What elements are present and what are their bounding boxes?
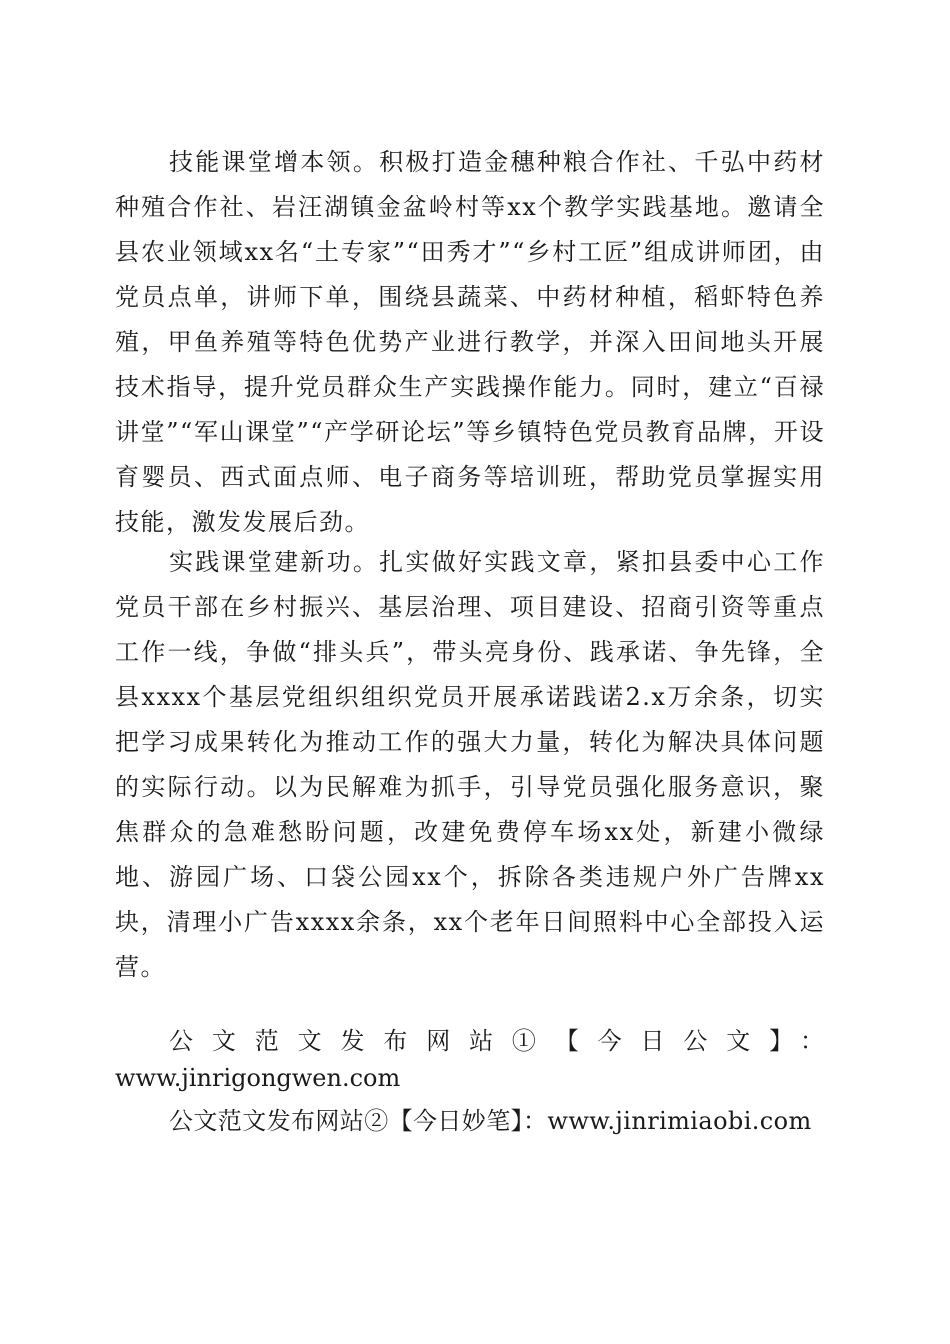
website-2-label: 公文范文发布网站②【今日妙笔】：: [169, 1107, 548, 1135]
website-2-url[interactable]: www.jinrimiaobi.com: [547, 1107, 812, 1135]
website-2-line: [115, 1099, 825, 1144]
website-1-label: 公文范文发布网站①【今日公文】：: [169, 1027, 825, 1055]
website-1-url[interactable]: www.jinrigongwen.com: [115, 1064, 401, 1092]
paragraph-skills-classroom: 技能课堂增本领。积极打造金穗种粮合作社、千弘中药材种殖合作社、岩汪湖镇金盆岭村等xx个教学实践基地。邀请全县农业领域xx名“土专家”“田秀才”“乡村工匠”组成讲师团，由党员点单，讲师下单，围绕县蔬菜、中药材种植，稻虾特色养殖，甲鱼养殖等特色优势产业进行教学，并深入田间地头开展技术指导，提升党员群众生产实践操作能力。同时，建立“百禄讲堂”“军山课堂”“产学研论坛”等乡镇特色党员教育品牌，开设育婴员、西式面点师、电子商务等培训班，帮助党员掌握实用技能，激发发展后劲。: [115, 148, 825, 536]
paragraph-practice-classroom: 实践课堂建新功。扎实做好实践文章，紧扣县委中心工作党员干部在乡村振兴、基层治理、项目建设、招商引资等重点工作一线，争做“排头兵”，带头亮身份、践承诺、争先锋，全县xxxx个基层党组织组织党员开展承诺践诺2.x万余条，切实把学习成果转化为推动工作的强大力量，转化为解决具体问题的实际行动。以为民解难为抓手，引导党员强化服务意识，聚焦群众的急难愁盼问题，改建免费停车场xx处，新建小微绿地、游园广场、口袋公园xx个，拆除各类违规户外广告牌xx块，清理小广告xxxx余条，xx个老年日间照料中心全部投入运营。: [115, 548, 825, 981]
